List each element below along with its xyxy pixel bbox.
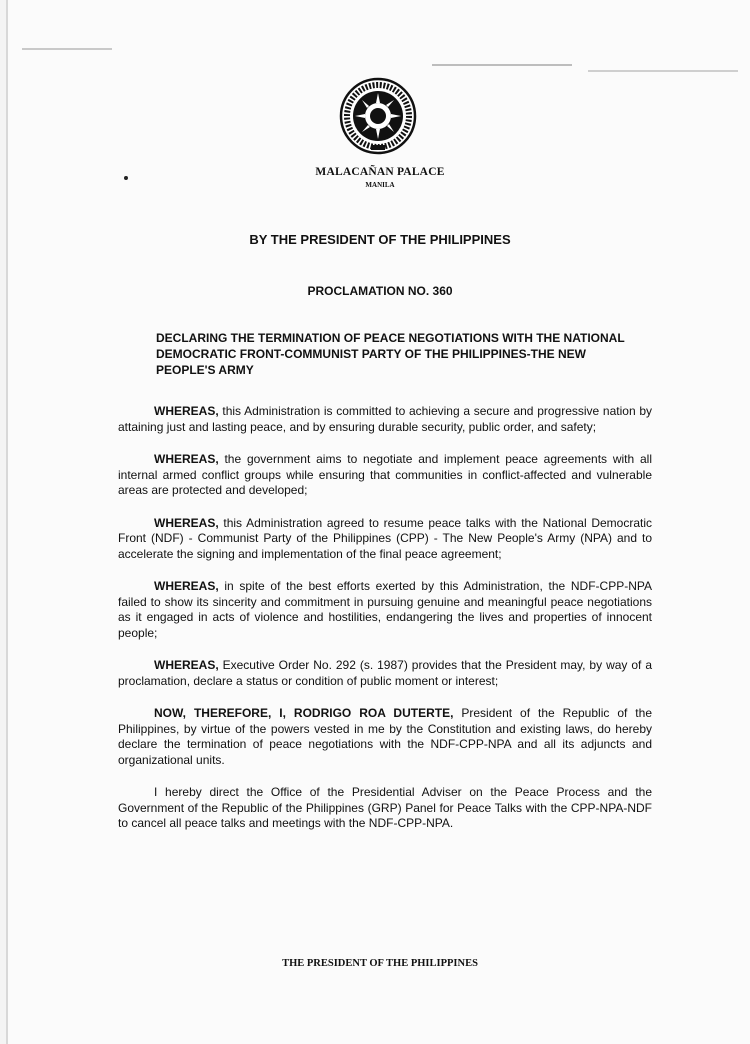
paragraph: [118, 658, 652, 689]
document-page: [6, 0, 750, 1044]
paragraph-text: the government aims to negotiate and implement peace agreements with all internal armed conflict groups while ensuring that communities in conflict-affected and vulnerable areas are protected and developed;: [118, 452, 652, 497]
palace-name: MALACAÑAN PALACE: [315, 166, 445, 178]
signature-line: THE PRESIDENT OF THE PHILIPPINES: [282, 958, 478, 969]
paragraph: [118, 404, 652, 435]
paragraph: [118, 706, 652, 768]
paragraph-lead: WHEREAS,: [154, 579, 219, 593]
presidential-seal-icon: [338, 76, 418, 156]
paragraph-lead: WHEREAS,: [154, 658, 219, 672]
paragraph-lead: WHEREAS,: [154, 404, 219, 418]
paragraph-text: this Administration is committed to achieving a secure and progressive nation by attaining just and lasting peace, and by ensuring durable security, public order, and safety;: [118, 404, 652, 434]
palace-city: MANILA: [365, 181, 395, 189]
paragraph: [118, 452, 652, 499]
paragraph-text: this Administration agreed to resume peace talks with the National Democratic Front (NDF) - Communist Party of the Philippines (CPP) - The New People's Army (NPA) and to accelerate the signing and implementation of the final peace agreement;: [118, 515, 652, 561]
scan-artifact: [22, 48, 112, 50]
scan-artifact: [432, 64, 572, 66]
paragraph-text: President of the Republic of the Philippines, by virtue of the powers vested in me by the Constitution and existing laws, do hereby declare the termination of peace negotiations with the NDF-CPP-NPA and all its adjuncts and organizational units.: [118, 706, 652, 767]
paragraph-lead: WHEREAS,: [154, 452, 219, 466]
paragraph: [118, 579, 652, 641]
paragraph: [118, 785, 652, 832]
paragraph-lead: NOW, THEREFORE, I, RODRIGO ROA DUTERTE,: [154, 706, 454, 720]
proclamation-body: [118, 404, 652, 849]
paragraph-text: in spite of the best efforts exerted by this Administration, the NDF-CPP-NPA failed to show its sincerity and commitment in pursuing genuine and meaningful peace negotiations as it engaged in acts of violence and hostilities, endangering the lives and properties of innocent people;: [118, 579, 652, 640]
scan-artifact: [588, 70, 738, 72]
paragraph-text: I hereby direct the Office of the Presidential Adviser on the Peace Process and the Government of the Republic of the Philippines (GRP) Panel for Peace Talks with the CPP-NPA-NDF to cancel all peace talks and meetings with the NDF-CPP-NPA.: [118, 785, 652, 830]
paragraph-text: Executive Order No. 292 (s. 1987) provides that the President may, by way of a proclamation, declare a status or condition of public moment or interest;: [118, 658, 652, 688]
paragraph: [118, 516, 652, 563]
proclamation-title: DECLARING THE TERMINATION OF PEACE NEGOTIATIONS WITH THE NATIONAL DEMOCRATIC FRONT-COMMUNIST PARTY OF THE PHILIPPINES-THE NEW PEOPLE'S ARMY: [156, 331, 625, 377]
paragraph-lead: WHEREAS,: [154, 515, 219, 530]
issuer-heading: BY THE PRESIDENT OF THE PHILIPPINES: [249, 232, 511, 247]
proclamation-number: PROCLAMATION NO. 360: [307, 284, 453, 298]
